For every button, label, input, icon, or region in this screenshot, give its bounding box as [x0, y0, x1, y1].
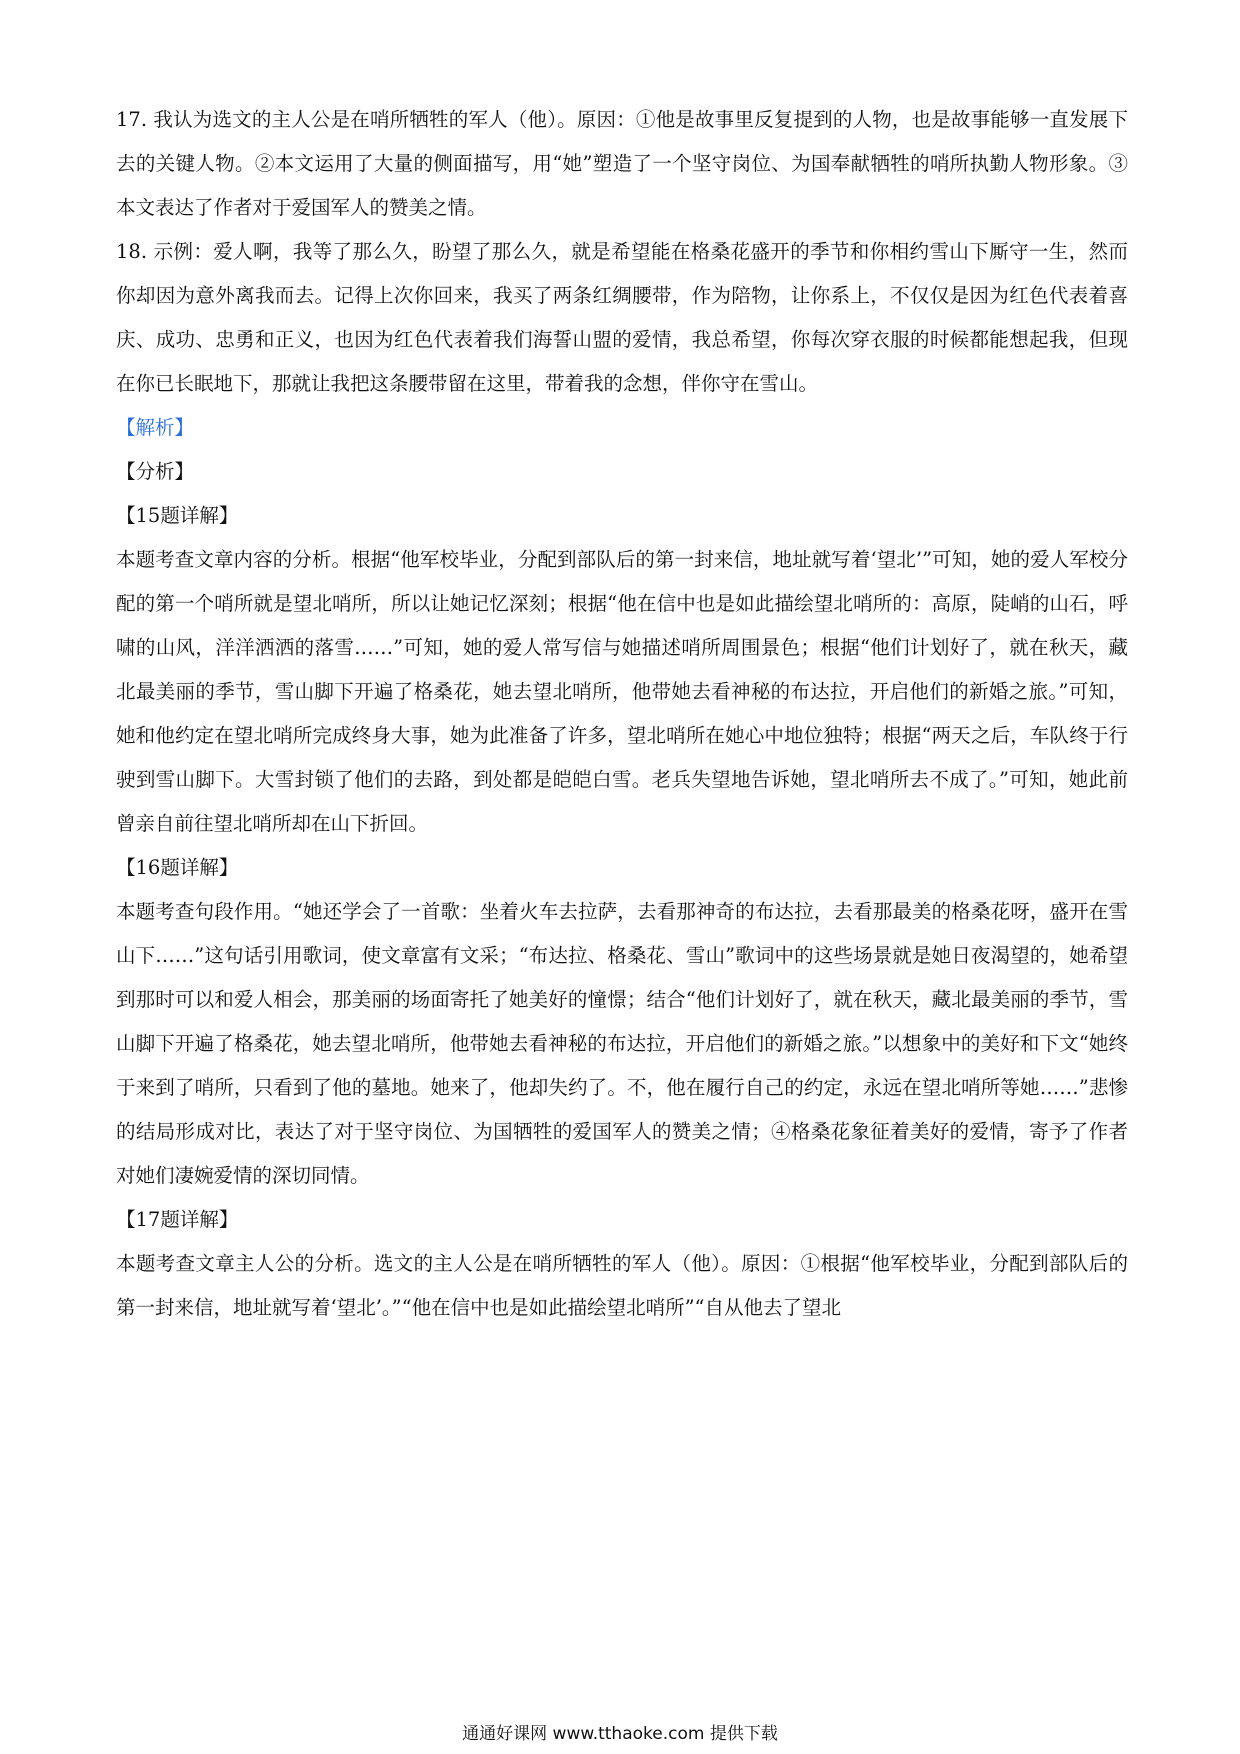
q17-detail-heading: 【17题详解】 [116, 1208, 239, 1231]
analysis-tag: 【解析】 [116, 416, 195, 439]
page-footer: 通通好课网 www.tthaoke.com 提供下载 [462, 1724, 778, 1744]
page-content [116, 98, 1128, 1330]
q17-detail-paragraph: 本题考查文章主人公的分析。选文的主人公是在哨所牺牲的军人（他）。原因：①根据“他军校毕业，分配到部队后的第一封来信，地址就写着‘望北’。”“他在信中也是如此描绘望北哨所”“自从他去了望北 [116, 1252, 1128, 1319]
q16-detail-heading: 【16题详解】 [116, 856, 239, 879]
answer-17-paragraph: 17. 我认为选文的主人公是在哨所牺牲的军人（他）。原因：①他是故事里反复提到的人物，也是故事能够一直发展下去的关键人物。②本文运用了大量的侧面描写，用“她”塑造了一个坚守岗位、为国奉献牺牲的哨所执勤人物形象。③本文表达了作者对于爱国军人的赞美之情。 [116, 108, 1128, 219]
analysis-heading: 【分析】 [116, 460, 195, 483]
q15-detail-paragraph: 本题考查文章内容的分析。根据“他军校毕业，分配到部队后的第一封来信，地址就写着‘望北’”可知，她的爱人军校分配的第一个哨所就是望北哨所，所以让她记忆深刻；根据“他在信中也是如此描绘望北哨所的：高原，陡峭的山石，呼啸的山风，洋洋洒洒的落雪……”可知，她的爱人常写信与她描述哨所周围景色；根据“他们计划好了，就在秋天，藏北最美丽的季节，雪山脚下开遍了格桑花，她去望北哨所，他带她去看神秘的布达拉，开启他们的新婚之旅。”可知，她和他约定在望北哨所完成终身大事，她为此准备了许多，望北哨所在她心中地位独特；根据“两天之后，车队终于行驶到雪山脚下。大雪封锁了他们的去路，到处都是皑皑白雪。老兵失望地告诉她，望北哨所去不成了。”可知，她此前曾亲自前往望北哨所却在山下折回。 [116, 548, 1128, 835]
q16-detail-paragraph: 本题考查句段作用。“她还学会了一首歌：坐着火车去拉萨，去看那神奇的布达拉，去看那最美的格桑花呀，盛开在雪山下……”这句话引用歌词，使文章富有文采；“布达拉、格桑花、雪山”歌词中的这些场景就是她日夜渴望的，她希望到那时可以和爱人相会，那美丽的场面寄托了她美好的憧憬；结合“他们计划好了，就在秋天，藏北最美丽的季节，雪山脚下开遍了格桑花，她去望北哨所，他带她去看神秘的布达拉，开启他们的新婚之旅。”以想象中的美好和下文“她终于来到了哨所，只看到了他的墓地。她来了，他却失约了。不，他在履行自己的约定，永远在望北哨所等她……”悲惨的结局形成对比，表达了对于坚守岗位、为国牺牲的爱国军人的赞美之情；④格桑花象征着美好的爱情，寄予了作者对她们凄婉爱情的深切同情。 [116, 900, 1128, 1187]
q15-detail-heading: 【15题详解】 [116, 504, 239, 527]
answer-18-paragraph: 18. 示例：爱人啊，我等了那么久，盼望了那么久，就是希望能在格桑花盛开的季节和你相约雪山下厮守一生，然而你却因为意外离我而去。记得上次你回来，我买了两条红绸腰带，作为陪物，让你系上，不仅仅是因为红色代表着喜庆、成功、忠勇和正义，也因为红色代表着我们海誓山盟的爱情，我总希望，你每次穿衣服的时候都能想起我，但现在你已长眠地下，那就让我把这条腰带留在这里，带着我的念想，伴你守在雪山。 [116, 240, 1128, 395]
